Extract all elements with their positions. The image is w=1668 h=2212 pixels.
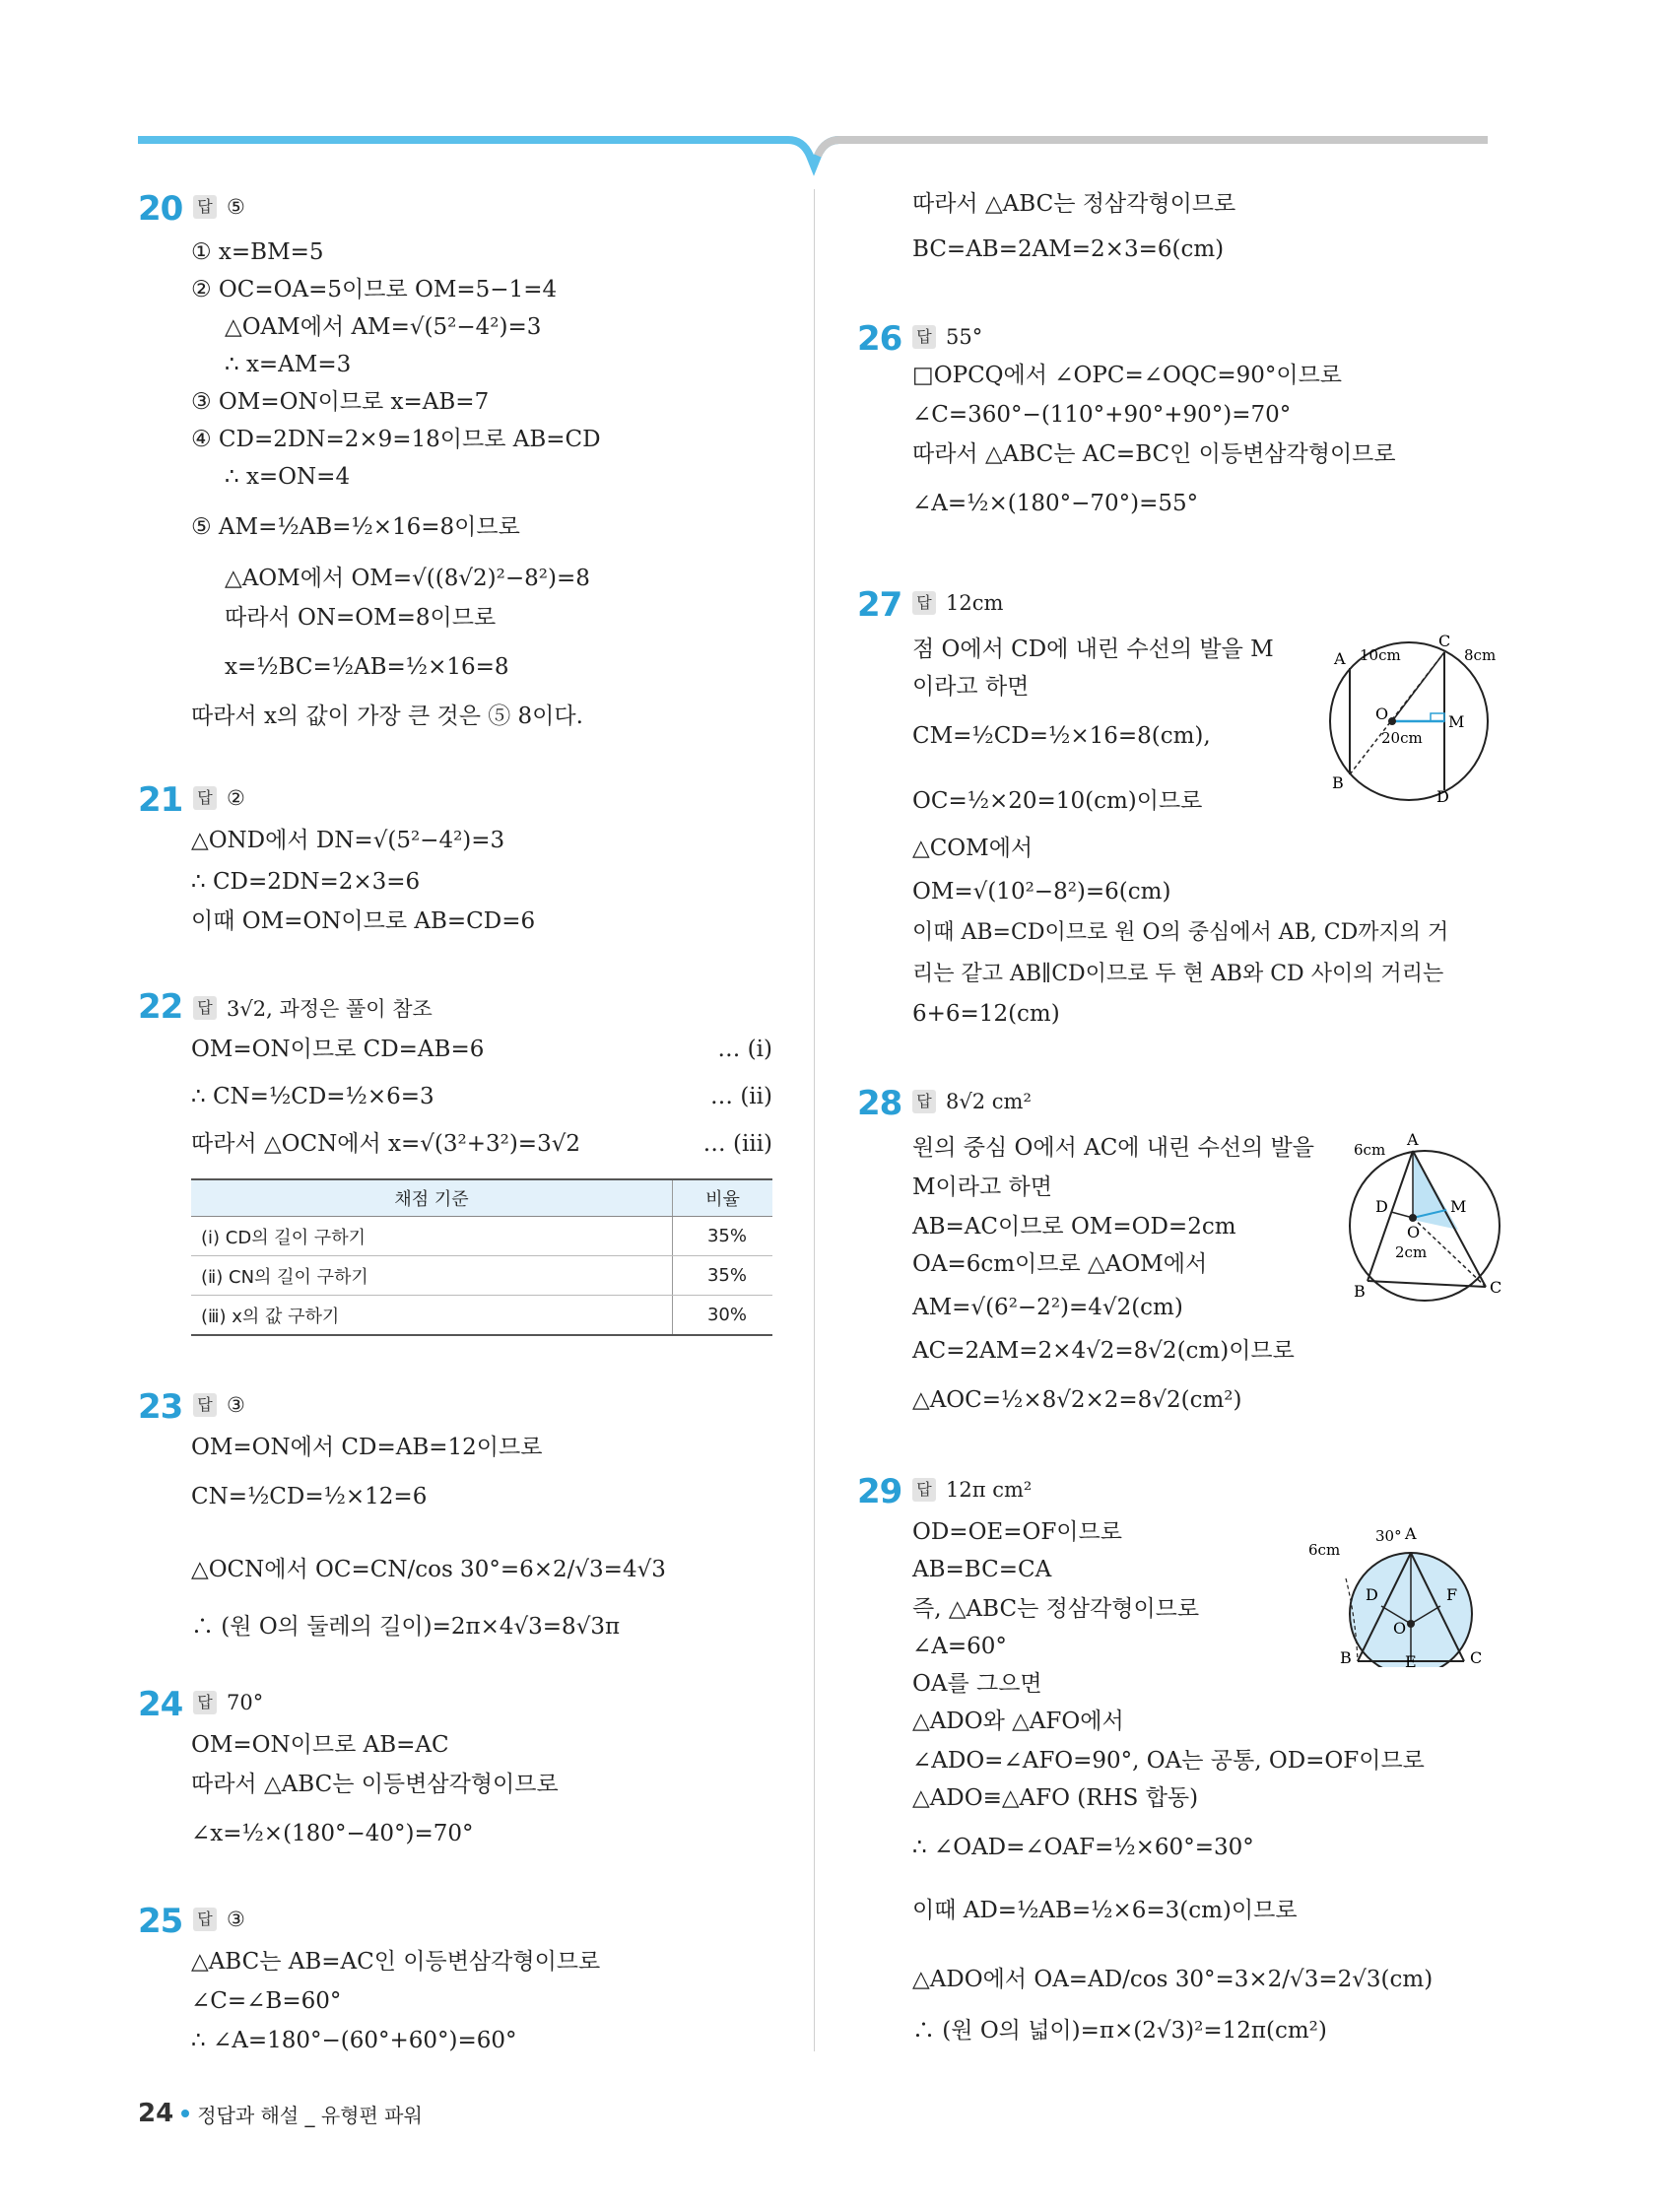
footer-text: 정답과 해설 _ 유형편 파워	[197, 2103, 423, 2127]
solution-line: 즉, △ABC는 정삼각형이므로	[912, 1596, 1200, 1622]
figure-label: D	[1436, 787, 1449, 806]
table-header: 비율	[673, 1179, 773, 1217]
solution-line: ③ OM=ON이므로 x=AB=7	[191, 389, 490, 415]
figure-label: O	[1407, 1223, 1421, 1241]
solution-line: AM=√(6²−2²)=4√2(cm)	[912, 1295, 1183, 1320]
problem-number: 26	[857, 319, 902, 359]
solution-line: △OCN에서 OC=CN/cos 30°=6×2/√3=4√3	[191, 1557, 666, 1582]
answer-value: ③	[227, 1393, 245, 1417]
solution-line: △OND에서 DN=√(5²−4²)=3	[191, 828, 505, 853]
answer-label: 답	[193, 1691, 217, 1714]
step-mark: … (ⅱ)	[710, 1084, 772, 1109]
solution-line: AC=2AM=2×4√2=8√2(cm)이므로	[912, 1338, 1295, 1364]
figure-label: B	[1332, 773, 1344, 792]
solution-line	[191, 1082, 772, 1111]
answer-label: 답	[193, 195, 217, 219]
header-bar	[0, 0, 1668, 177]
page-footer	[138, 2099, 423, 2128]
solution-line: BC=AB=2AM=2×3=6(cm)	[912, 236, 1225, 262]
figure-label: 2cm	[1395, 1243, 1428, 1261]
solution-line: 따라서 x의 값이 가장 큰 것은 ⑤ 8이다.	[191, 704, 583, 729]
solution-line: ∴ ∠A=180°−(60°+60°)=60°	[191, 2028, 517, 2053]
solution-line: ∠C=∠B=60°	[191, 1988, 342, 2014]
solution-line: ∴ (원 O의 넓이)=π×(2√3)²=12π(cm²)	[912, 2018, 1327, 2044]
solution-line: OM=√(10²−8²)=6(cm)	[912, 879, 1171, 905]
solution-line: OD=OE=OF이므로	[912, 1519, 1122, 1545]
answer-label: 답	[912, 1478, 936, 1502]
answer-label: 답	[193, 1393, 217, 1417]
figure-label: 20cm	[1381, 729, 1423, 747]
figure-label: E	[1405, 1652, 1417, 1667]
figure-label: M	[1448, 712, 1465, 731]
solution-line: ∴ x=AM=3	[225, 352, 352, 377]
problem-number: 21	[138, 780, 183, 820]
figure-label: M	[1450, 1197, 1467, 1216]
answer-label: 답	[912, 325, 936, 349]
figure-label: A	[1334, 649, 1346, 668]
solution-line: ∠A=60°	[912, 1634, 1007, 1659]
figure-label: 6cm	[1354, 1141, 1386, 1159]
solution-line: ∴ ∠OAD=∠OAF=½×60°=30°	[912, 1835, 1254, 1860]
solution-line: CN=½CD=½×12=6	[191, 1484, 428, 1509]
solution-line: △AOM에서 OM=√((8√2)²−8²)=8	[225, 566, 590, 591]
answer-label: 답	[193, 786, 217, 810]
solution-line: OM=ON이므로 AB=AC	[191, 1732, 449, 1758]
figure-label: 30°	[1375, 1527, 1402, 1545]
table-row	[191, 1217, 772, 1256]
problem-number: 20	[138, 189, 183, 229]
solution-line: △ADO에서 OA=AD/cos 30°=3×2/√3=2√3(cm)	[912, 1967, 1434, 1992]
solution-line: △ABC는 AB=AC인 이등변삼각형이므로	[191, 1949, 601, 1975]
solution-line: CM=½CD=½×16=8(cm),	[912, 723, 1211, 749]
figure-label: 8cm	[1464, 646, 1497, 664]
solution-line: △ADO≡△AFO (RHS 합동)	[912, 1785, 1199, 1811]
problem-number: 24	[138, 1685, 183, 1724]
solution-line: 리는 같고 AB∥CD이므로 두 현 AB와 CD 사이의 거리는	[912, 962, 1444, 986]
figure-label: C	[1470, 1648, 1483, 1667]
solution-line: ∠x=½×(180°−40°)=70°	[191, 1821, 474, 1846]
solution-line: 점 O에서 CD에 내린 수선의 발을 M	[912, 637, 1274, 662]
solution-line: ④ CD=2DN=2×9=18이므로 AB=CD	[191, 427, 601, 452]
solution-line: OC=½×20=10(cm)이므로	[912, 788, 1203, 814]
answer	[193, 993, 433, 1023]
solution-line: ② OC=OA=5이므로 OM=5−1=4	[191, 277, 558, 302]
solution-line: ∴ CD=2DN=2×3=6	[191, 869, 421, 895]
solution-line: M이라고 하면	[912, 1174, 1052, 1200]
table-row	[191, 1256, 772, 1296]
solution-line: 이라고 하면	[912, 674, 1030, 700]
solution-line: □OPCQ에서 ∠OPC=∠OQC=90°이므로	[912, 363, 1343, 388]
figure-label: B	[1354, 1282, 1366, 1301]
step-mark: … (ⅰ)	[717, 1037, 772, 1062]
table-row	[191, 1296, 772, 1336]
solution-line: 따라서 △ABC는 AC=BC인 이등변삼각형이므로	[912, 441, 1396, 467]
solution-line: ∴ x=ON=4	[225, 464, 351, 490]
solution-line: 이때 AB=CD이므로 원 O의 중심에서 AB, CD까지의 거	[912, 920, 1449, 945]
figure-label: C	[1490, 1278, 1502, 1297]
solution-line: 따라서 ON=OM=8이므로	[225, 605, 497, 631]
answer-value: 3√2, 과정은 풀이 참조	[227, 997, 433, 1021]
problem-number: 25	[138, 1902, 183, 1941]
table-cell: (ⅲ) x의 값 구하기	[191, 1296, 673, 1336]
solution-line	[191, 1035, 772, 1064]
answer	[912, 1090, 1032, 1113]
answer-value: 12cm	[946, 591, 1004, 615]
answer-value: 8√2 cm²	[946, 1090, 1032, 1113]
circle-chords-figure	[1310, 631, 1507, 808]
figure-label: D	[1366, 1585, 1378, 1604]
solution-line: △AOC=½×8√2×2=8√2(cm²)	[912, 1387, 1242, 1413]
figure-label: O	[1375, 704, 1389, 723]
solution-line: ∴ (원 O의 둘레의 길이)=2π×4√3=8√3π	[191, 1614, 621, 1640]
solution-line: 6+6=12(cm)	[912, 1001, 1060, 1027]
figure-label: A	[1407, 1131, 1419, 1149]
answer	[193, 195, 245, 219]
solution-line: △COM에서	[912, 836, 1034, 861]
answer	[193, 1393, 245, 1417]
column-divider	[814, 189, 815, 2051]
solution-line: OA를 그으면	[912, 1671, 1042, 1697]
answer	[912, 591, 1003, 615]
solution-line: 원의 중심 O에서 AC에 내린 수선의 발을	[912, 1135, 1314, 1161]
solution-line: ∠A=½×(180°−70°)=55°	[912, 491, 1199, 516]
inscribed-triangle-figure	[1348, 1131, 1515, 1308]
solution-line: 따라서 △ABC는 정삼각형이므로	[912, 191, 1236, 217]
answer-value: 12π cm²	[946, 1478, 1033, 1502]
table-cell: (ⅰ) CD의 길이 구하기	[191, 1217, 673, 1256]
figure-label: 6cm	[1308, 1541, 1341, 1559]
solution-line: ∠ADO=∠AFO=90°, OA는 공통, OD=OF이므로	[912, 1748, 1425, 1774]
solution-line: ⑤ AM=½AB=½×16=8이므로	[191, 514, 520, 540]
answer	[193, 1691, 263, 1714]
step-mark: … (ⅲ)	[702, 1131, 772, 1157]
table-cell: (ⅱ) CN의 길이 구하기	[191, 1256, 673, 1296]
problem-number: 22	[138, 987, 183, 1027]
figure-label: 10cm	[1360, 646, 1401, 664]
answer-label: 답	[912, 591, 936, 615]
solution-line	[191, 1129, 772, 1159]
answer-label: 답	[912, 1090, 936, 1113]
problem-number: 29	[857, 1472, 902, 1511]
solution-line: ① x=BM=5	[191, 239, 324, 265]
solution-line: OM=ON에서 CD=AB=12이므로	[191, 1435, 543, 1460]
answer	[912, 325, 982, 349]
figure-label: F	[1446, 1585, 1458, 1604]
solution-line: 이때 OM=ON이므로 AB=CD=6	[191, 908, 536, 934]
solution-text: OM=ON이므로 CD=AB=6	[191, 1037, 485, 1062]
answer	[193, 1908, 245, 1931]
solution-line: AB=AC이므로 OM=OD=2cm	[912, 1214, 1236, 1240]
solution-line: OA=6cm이므로 △AOM에서	[912, 1251, 1208, 1277]
table-cell: 30%	[673, 1296, 773, 1336]
solution-line: △OAM에서 AM=√(5²−4²)=3	[225, 314, 542, 340]
table-cell: 35%	[673, 1217, 773, 1256]
incircle-triangle-figure	[1306, 1519, 1494, 1667]
figure-label: A	[1405, 1524, 1417, 1543]
figure-label: C	[1438, 632, 1451, 650]
problem-number: 28	[857, 1084, 902, 1123]
figure-label: O	[1393, 1619, 1407, 1638]
answer-value: 55°	[946, 325, 983, 349]
solution-text: 따라서 △OCN에서 x=√(3²+3²)=3√2	[191, 1131, 580, 1157]
answer-value: 70°	[227, 1691, 264, 1714]
solution-line: 이때 AD=½AB=½×6=3(cm)이므로	[912, 1898, 1298, 1923]
answer-label: 답	[193, 996, 217, 1020]
solution-line: △ADO와 △AFO에서	[912, 1709, 1124, 1734]
problem-number: 27	[857, 585, 902, 625]
answer	[193, 786, 245, 810]
solution-line: 따라서 △ABC는 이등변삼각형이므로	[191, 1772, 559, 1797]
answer-value: ③	[227, 1908, 245, 1931]
figure-label: B	[1340, 1648, 1352, 1667]
problem-number: 23	[138, 1387, 183, 1427]
solution-line: AB=BC=CA	[912, 1557, 1052, 1582]
bullet-dot-icon	[181, 2110, 189, 2117]
solution-line: x=½BC=½AB=½×16=8	[225, 654, 509, 680]
table-cell: 35%	[673, 1256, 773, 1296]
scoring-table	[191, 1178, 772, 1336]
figure-label: D	[1375, 1197, 1388, 1216]
solution-line: ∠C=360°−(110°+90°+90°)=70°	[912, 402, 1292, 428]
solution-text: ∴ CN=½CD=½×6=3	[191, 1084, 434, 1109]
answer-value: ⑤	[227, 195, 245, 219]
answer-label: 답	[193, 1908, 217, 1931]
answer-value: ②	[227, 786, 245, 810]
table-header: 채점 기준	[191, 1179, 673, 1217]
answer	[912, 1478, 1032, 1502]
page-number: 24	[138, 2099, 174, 2128]
table-header-row	[191, 1179, 772, 1217]
